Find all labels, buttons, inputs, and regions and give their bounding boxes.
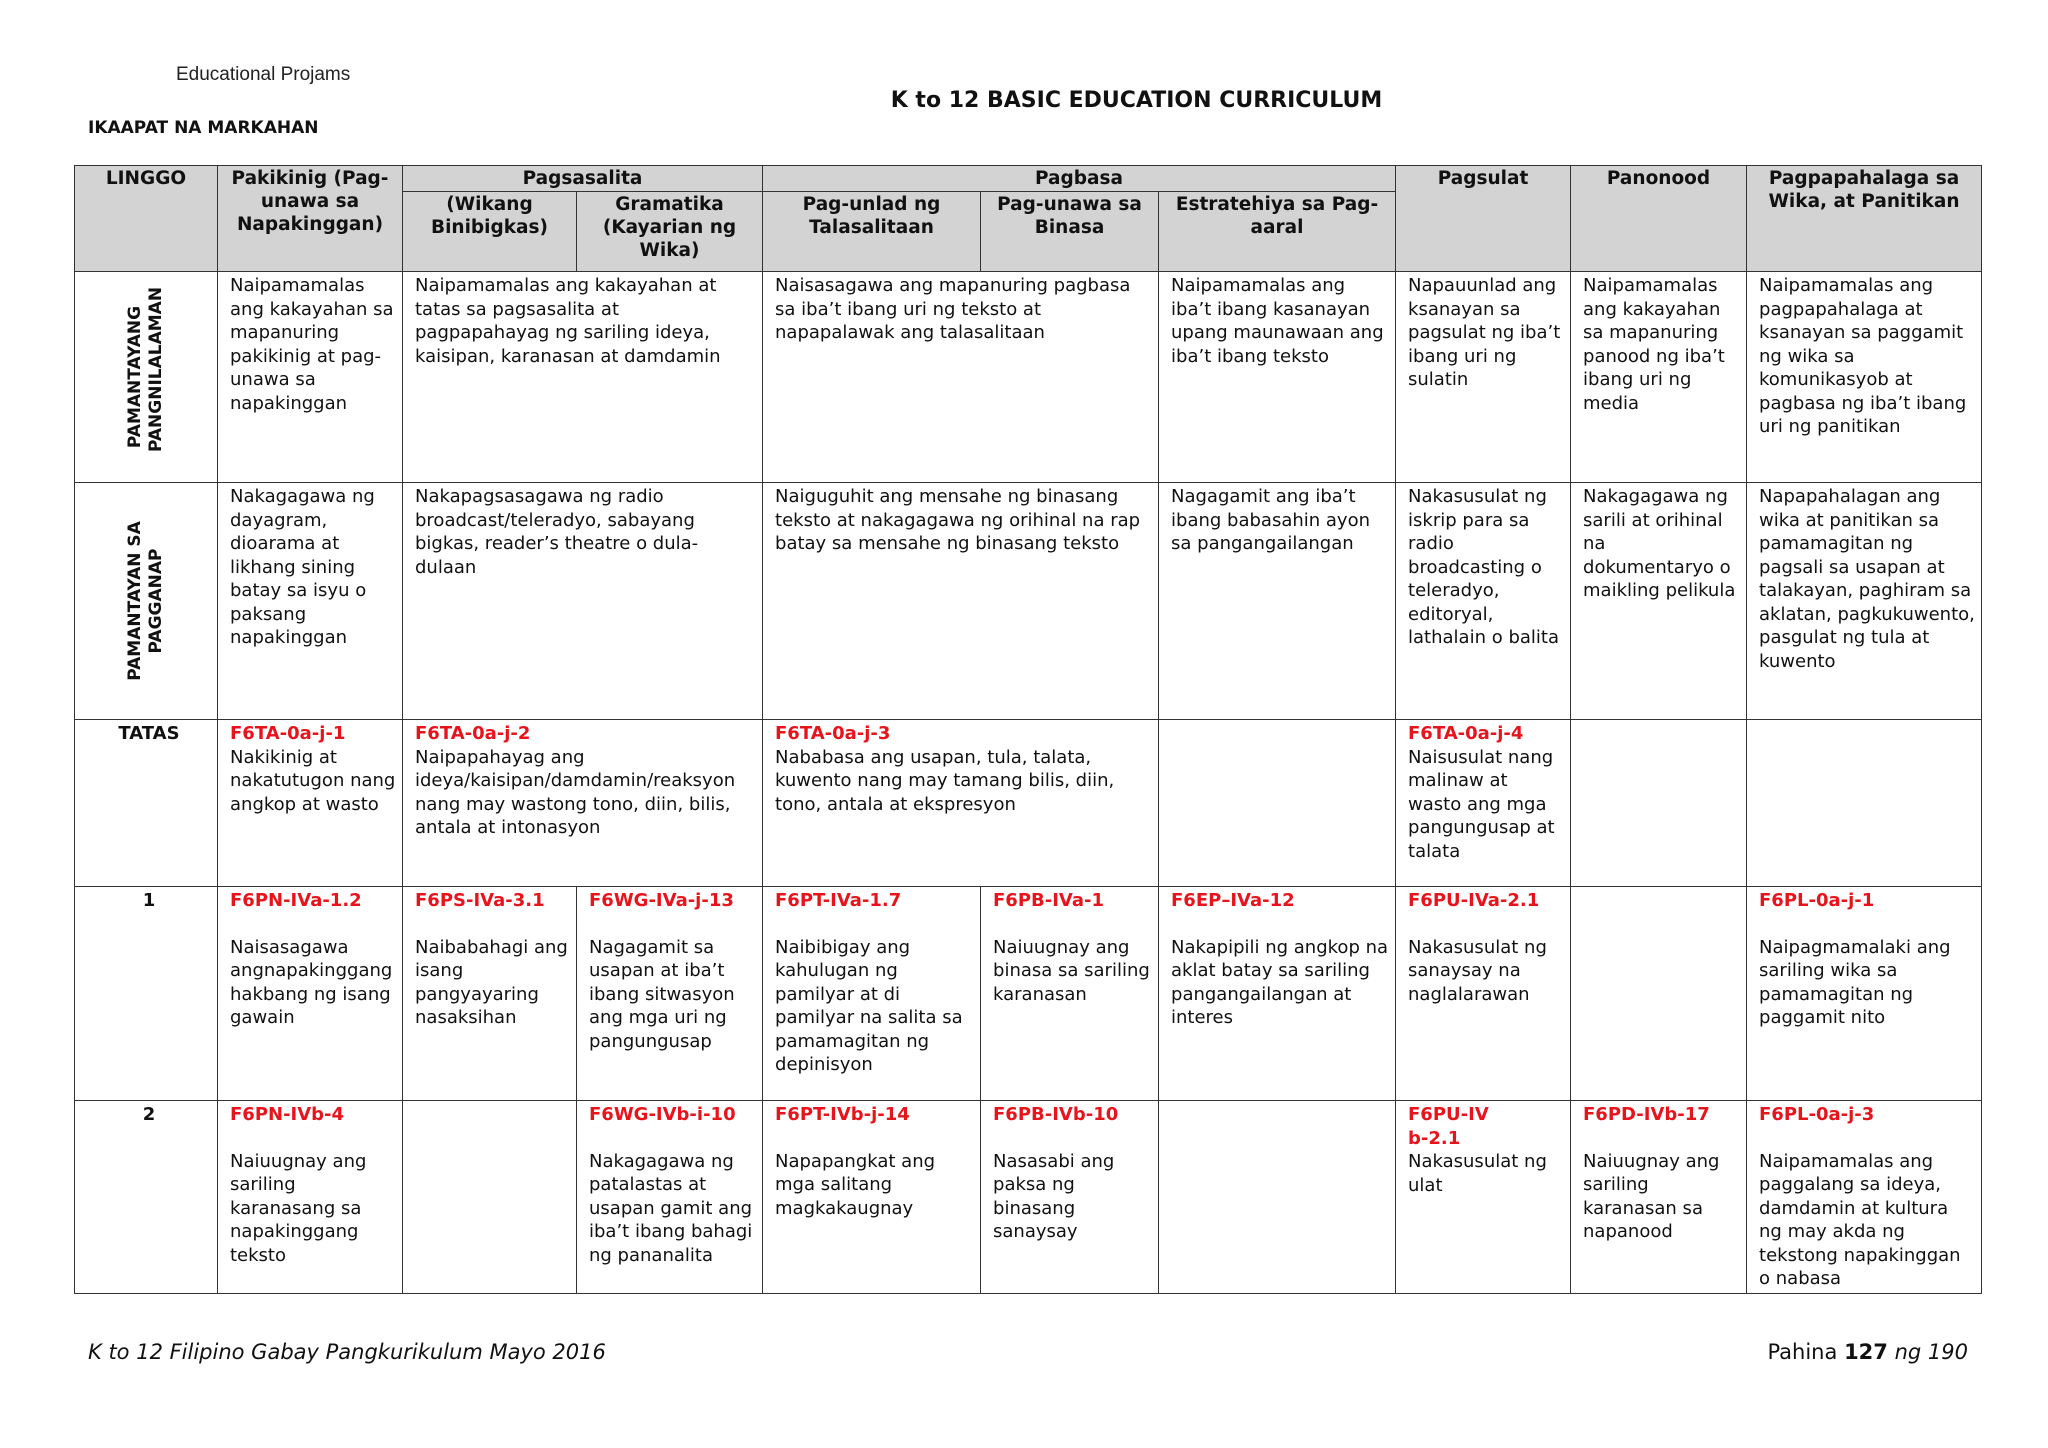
competency-code: F6PB-IVb-10 — [993, 1104, 1119, 1125]
cell-pagsulat — [1396, 1101, 1571, 1294]
competency-code: F6PB-IVa-1 — [993, 890, 1105, 911]
cell-pagpapahalaga: Napapahalagan ang wika at panitikan sa pamamagitan ng pagsali sa usapan at talakayan, paghiram sa aklatan, pagkukuwento, pasgulat ng tula at kuwento — [1747, 483, 1982, 720]
page-title: K to 12 BASIC EDUCATION CURRICULUM — [890, 88, 1383, 113]
cell-wikang-binibigkas — [403, 887, 577, 1101]
competency-code: F6PU-IV — [1408, 1104, 1489, 1125]
competency-code: F6WG-IVb-i-10 — [589, 1104, 736, 1125]
competency-code: F6PS-IVa-3.1 — [415, 890, 545, 911]
col-header-pagsasalita: Pagsasalita — [403, 166, 763, 192]
col-header-linggo: LINGGO — [75, 166, 218, 272]
competency-text: Naibibigay ang kahulugan ng pamilyar at di pamilyar na salita sa pamamagitan ng depinisyon — [775, 936, 963, 1075]
cell-pagpapahalaga: Naipamamalas ang pagpapahalaga at ksanayan sa paggamit ng wika sa komunikasyob at pagbasa ng iba’t ibang uri ng panitikan — [1747, 272, 1982, 483]
competency-text: Naiuugnay ang sariling karanasang sa napakinggang teksto — [230, 1150, 367, 1266]
row-pamantayang-pangnilalaman — [75, 272, 1982, 483]
subheader-estratehiya: Estratehiya sa Pag-aaral — [1159, 192, 1396, 272]
cell-pagsulat — [1396, 720, 1571, 887]
header-row-1 — [75, 166, 1982, 192]
cell-pagsasalita — [403, 720, 763, 887]
row-label-week-1: 1 — [75, 887, 218, 1101]
competency-text: Nakapipili ng angkop na aklat batay sa sariling pangangailangan at interes — [1171, 936, 1389, 1028]
row-label-week-2: 2 — [75, 1101, 218, 1294]
row-week-2 — [75, 1101, 1982, 1294]
competency-text: Nakasusulat ng sanaysay na naglalarawan — [1408, 936, 1547, 1005]
competency-code: F6PD-IVb-17 — [1583, 1104, 1710, 1125]
cell-talasalitaan — [763, 1101, 981, 1294]
cell-pagpapahalaga — [1747, 1101, 1982, 1294]
cell-pagsulat: Nakasusulat ng iskrip para sa radio broadcasting o teleradyo, editoryal, lathalain o balita — [1396, 483, 1571, 720]
col-header-pagpapahalaga: Pagpapahalaga sa Wika, at Panitikan — [1747, 166, 1982, 272]
row-label-text: PAMANTAYAN SA PAGGANAP — [125, 521, 166, 681]
competency-text: Nagagamit sa usapan at iba’t ibang sitwasyon ang mga uri ng pangungusap — [589, 936, 735, 1052]
subheader-wikang-binibigkas: (Wikang Binibigkas) — [403, 192, 577, 272]
competency-text: Nakasusulat ng ulat — [1408, 1151, 1547, 1196]
competency-code: F6TA-0a-j-4 — [1408, 723, 1524, 744]
subheader-talasalitaan: Pag-unlad ng Talasalitaan — [763, 192, 981, 272]
competency-text: Naiuugnay ang binasa sa sariling karanasan — [993, 936, 1150, 1005]
competency-text: Naibabahagi ang isang pangyayaring nasaksihan — [415, 936, 568, 1028]
competency-code: F6TA-0a-j-3 — [775, 723, 891, 744]
cell-estratehiya: Nagagamit ang iba’t ibang babasahin ayon sa pangangailangan — [1159, 483, 1396, 720]
competency-text: Naipagmamalaki ang sariling wika sa pamamagitan ng paggamit nito — [1759, 936, 1951, 1028]
competency-code: F6PN-IVa-1.2 — [230, 890, 362, 911]
spacer — [993, 913, 1152, 936]
competency-text: Naiuugnay ang sariling karanasan sa napanood — [1583, 1150, 1720, 1242]
footer-document-title: K to 12 Filipino Gabay Pangkurikulum Mayo 2016 — [88, 1340, 606, 1364]
competency-code: F6PT-IVb-j-14 — [775, 1104, 910, 1125]
competency-code: F6PU-IVa-2.1 — [1408, 890, 1540, 911]
row-label-cell — [75, 483, 218, 720]
competency-text: Nababasa ang usapan, tula, talata, kuwento nang may tamang bilis, diin, tono, antala at ekspresyon — [775, 746, 1115, 815]
cell-gramatika — [577, 1101, 763, 1294]
curriculum-table — [74, 165, 1982, 1294]
col-header-panonood: Panonood — [1571, 166, 1747, 272]
row-week-1 — [75, 887, 1982, 1101]
cell-panonood — [1571, 1101, 1747, 1294]
cell-pakikinig — [218, 1101, 403, 1294]
spacer — [1759, 913, 1975, 936]
cell-pakikinig — [218, 720, 403, 887]
spacer — [415, 913, 570, 936]
competency-text: Nakagagawa ng patalastas at usapan gamit ang iba’t ibang bahagi ng pananalita — [589, 1150, 753, 1266]
spacer — [1759, 1127, 1975, 1150]
competency-text: Naisasagawa angnapakinggang hakbang ng isang gawain — [230, 936, 393, 1028]
competency-text: Naipapahayag ang ideya/kaisipan/damdamin/reaksyon nang may wastong tono, diin, bilis, antala at intonasyon — [415, 746, 736, 838]
cell-talasalitaan — [763, 887, 981, 1101]
cell-panonood — [1571, 887, 1747, 1101]
cell-estratehiya: Naipamamalas ang iba’t ibang kasanayan upang maunawaan ang iba’t ibang teksto — [1159, 272, 1396, 483]
subheader-pag-unawa-binasa: Pag-unawa sa Binasa — [981, 192, 1159, 272]
competency-text: Nakikinig at nakatutugon nang angkop at wasto — [230, 746, 396, 815]
page-total: ng 190 — [1894, 1340, 1968, 1364]
competency-code: F6TA-0a-j-2 — [415, 723, 531, 744]
page-prefix: Pahina — [1767, 1340, 1838, 1364]
spacer — [589, 1127, 756, 1150]
cell-estratehiya — [1159, 887, 1396, 1101]
cell-pagbasa: Naisasagawa ang mapanuring pagbasa sa iba’t ibang uri ng teksto at napapalawak ang talasalitaan — [763, 272, 1159, 483]
competency-text: Napapangkat ang mga salitang magkakaugnay — [775, 1150, 936, 1219]
spacer — [775, 913, 974, 936]
cell-panonood: Naipamamalas ang kakayahan sa mapanuring panood ng iba’t ibang uri ng media — [1571, 272, 1747, 483]
quarter-label: IKAAPAT NA MARKAHAN — [88, 118, 319, 138]
cell-pakikinig: Nakagagawa ng dayagram, dioarama at likhang sining batay sa isyu o paksang napakinggan — [218, 483, 403, 720]
competency-code: F6PL-0a-j-1 — [1759, 890, 1875, 911]
footer-page-number — [1767, 1340, 1968, 1364]
row-label-pagganap — [125, 516, 167, 686]
cell-pagbasa — [763, 720, 1159, 887]
spacer — [1408, 913, 1564, 936]
col-header-pagsulat: Pagsulat — [1396, 166, 1571, 272]
spacer — [230, 1127, 396, 1150]
spacer — [775, 1127, 974, 1150]
cell-pagsasalita: Naipamamalas ang kakayahan at tatas sa pagsasalita at pagpapahayag ng sariling ideya, kaisipan, karanasan at damdamin — [403, 272, 763, 483]
spacer — [589, 913, 756, 936]
cell-panonood — [1571, 720, 1747, 887]
cell-pakikinig — [218, 887, 403, 1101]
subheader-gramatika: Gramatika (Kayarian ng Wika) — [577, 192, 763, 272]
col-header-pakikinig: Pakikinig (Pag-unawa sa Napakinggan) — [218, 166, 403, 272]
competency-code: F6TA-0a-j-1 — [230, 723, 346, 744]
row-pamantayan-sa-pagganap — [75, 483, 1982, 720]
row-label-pangnilalaman — [125, 286, 167, 452]
competency-text: Naipamamalas ang paggalang sa ideya, damdamin at kultura ng may akda ng tekstong napakinggan o nabasa — [1759, 1150, 1961, 1289]
cell-pag-unawa-binasa — [981, 887, 1159, 1101]
spacer — [993, 1127, 1152, 1150]
cell-pagpapahalaga — [1747, 887, 1982, 1101]
brand-logo-text: Educational Projams — [176, 64, 351, 85]
row-tatas — [75, 720, 1982, 887]
competency-code: F6EP–IVa-12 — [1171, 890, 1295, 911]
row-label-tatas: TATAS — [75, 720, 218, 887]
competency-code: F6PN-IVb-4 — [230, 1104, 345, 1125]
cell-pagsulat — [1396, 887, 1571, 1101]
row-label-cell — [75, 272, 218, 483]
spacer — [1171, 913, 1389, 936]
cell-pag-unawa-binasa — [981, 1101, 1159, 1294]
cell-gramatika — [577, 887, 763, 1101]
spacer — [230, 913, 396, 936]
competency-text: Nasasabi ang paksa ng binasang sanaysay — [993, 1150, 1115, 1242]
competency-code: b-2.1 — [1408, 1127, 1461, 1149]
cell-pagsasalita: Nakapagsasagawa ng radio broadcast/teleradyo, sabayang bigkas, reader’s theatre o dula-dulaan — [403, 483, 763, 720]
competency-code: F6PL-0a-j-3 — [1759, 1104, 1875, 1125]
cell-estratehiya — [1159, 1101, 1396, 1294]
cell-estratehiya — [1159, 720, 1396, 887]
cell-wikang-binibigkas — [403, 1101, 577, 1294]
cell-pagbasa: Naiguguhit ang mensahe ng binasang teksto at nakagagawa ng orihinal na rap batay sa mensahe ng binasang teksto — [763, 483, 1159, 720]
col-header-pagbasa: Pagbasa — [763, 166, 1396, 192]
competency-text: Naisusulat nang malinaw at wasto ang mga pangungusap at talata — [1408, 746, 1555, 862]
cell-pagsulat: Napauunlad ang ksanayan sa pagsulat ng iba’t ibang uri ng sulatin — [1396, 272, 1571, 483]
spacer — [1583, 1127, 1740, 1150]
cell-panonood: Nakagagawa ng sarili at orihinal na dokumentaryo o maikling pelikula — [1571, 483, 1747, 720]
competency-code: F6PT-IVa-1.7 — [775, 890, 902, 911]
row-label-text: PAMANTAYANG PANGNILALAMAN — [125, 286, 166, 452]
cell-pagpapahalaga — [1747, 720, 1982, 887]
page-number: 127 — [1844, 1340, 1888, 1364]
competency-code: F6WG-IVa-j-13 — [589, 890, 734, 911]
cell-pakikinig: Naipamamalas ang kakayahan sa mapanuring pakikinig at pag-unawa sa napakinggan — [218, 272, 403, 483]
